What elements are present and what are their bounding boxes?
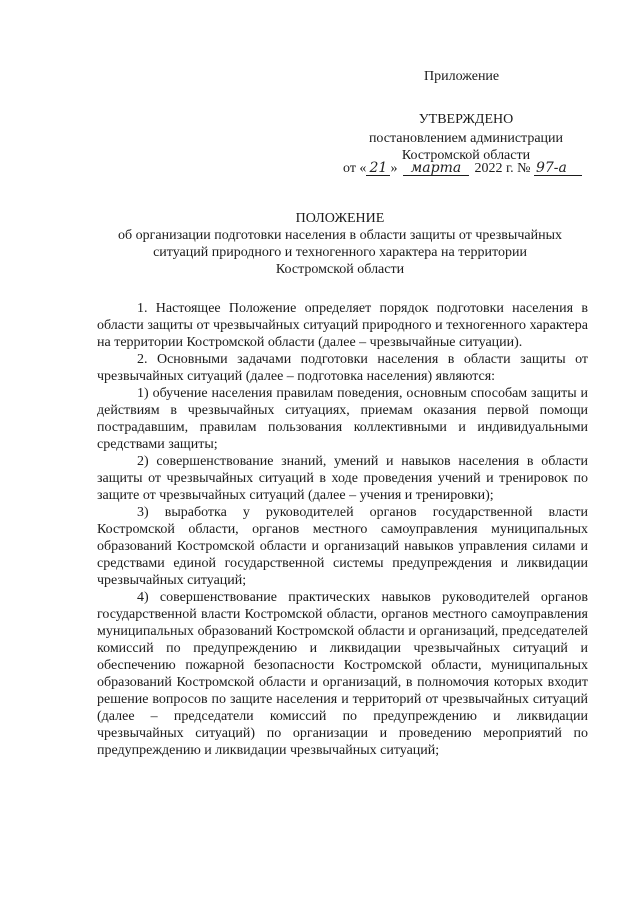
approved-stamp: УТВЕРЖДЕНО [418, 112, 514, 127]
document-title [90, 210, 590, 278]
title-line-1: об организации подготовки населения в области защиты от чрезвычайных [118, 228, 562, 243]
paragraph-5: 3) выработка у руководителей органов государственной власти Костромской области, органов местного самоуправления муниципальных образований Костромской области и организаций навыков управления силами и средствами единой государственной системы предупреждения и ликвидации чрезвычайных ситуаций; [97, 505, 588, 588]
approved-by-line-1: постановлением администрации [368, 131, 564, 146]
approval-block [336, 111, 596, 164]
paragraph-4: 2) совершенствование знаний, умений и навыков населения в области защиты от чрезвычайных ситуаций в ходе проведения учений и тренировок по защите от чрезвычайных ситуаций (далее – учения и тренировки); [97, 454, 588, 503]
date-year: 2022 г. № [474, 161, 531, 176]
approval-date-line [343, 160, 582, 178]
document-body [97, 300, 588, 759]
doc-number-handwritten: 97-а [534, 161, 582, 176]
date-day-handwritten: 21 [366, 161, 390, 176]
date-prefix: от « [343, 161, 367, 176]
paragraph-1: 1. Настоящее Положение определяет порядок подготовки населения в области защиты от чрезвычайных ситуаций природного и техногенного характера на территории Костромской области (далее – чрезвычайные ситуации). [97, 301, 588, 350]
title-heading: ПОЛОЖЕНИЕ [295, 211, 385, 226]
approved-by-line-2: Костромской области [401, 148, 531, 163]
paragraph-2: 2. Основными задачами подготовки населения в области защиты от чрезвычайных ситуаций (далее – подготовка населения) являются: [97, 352, 588, 384]
paragraph-3: 1) обучение населения правилам поведения, основным способам защиты и действиям в чрезвычайных ситуациях, приемам оказания первой помощи пострадавшим, правилам пользования коллективными и индивидуальными средствами защиты; [97, 386, 588, 452]
title-line-3: Костромской области [275, 262, 405, 277]
paragraph-6: 4) совершенствование практических навыков руководителей органов государственной власти Костромской области, органов местного самоуправления муниципальных образований Костромской области и организаций, председателей комиссий по предупреждению и ликвидации чрезвычайных ситуаций и обеспечению пожарной безопасности Костромской области, муниципальных образований Костромской области и организаций, в полномочия которых входит решение вопросов по защите населения и территорий от чрезвычайных ситуаций (далее – председатели комиссий по предупреждению и ликвидации чрезвычайных ситуаций) по организации и проведению мероприятий по предупреждению и ликвидации чрезвычайных ситуаций; [97, 590, 588, 758]
annex-label: Приложение [424, 69, 500, 84]
title-line-2: ситуаций природного и техногенного характера на территории [153, 245, 527, 260]
date-close-quote: » [390, 161, 398, 176]
date-month-handwritten: марта [403, 161, 469, 176]
